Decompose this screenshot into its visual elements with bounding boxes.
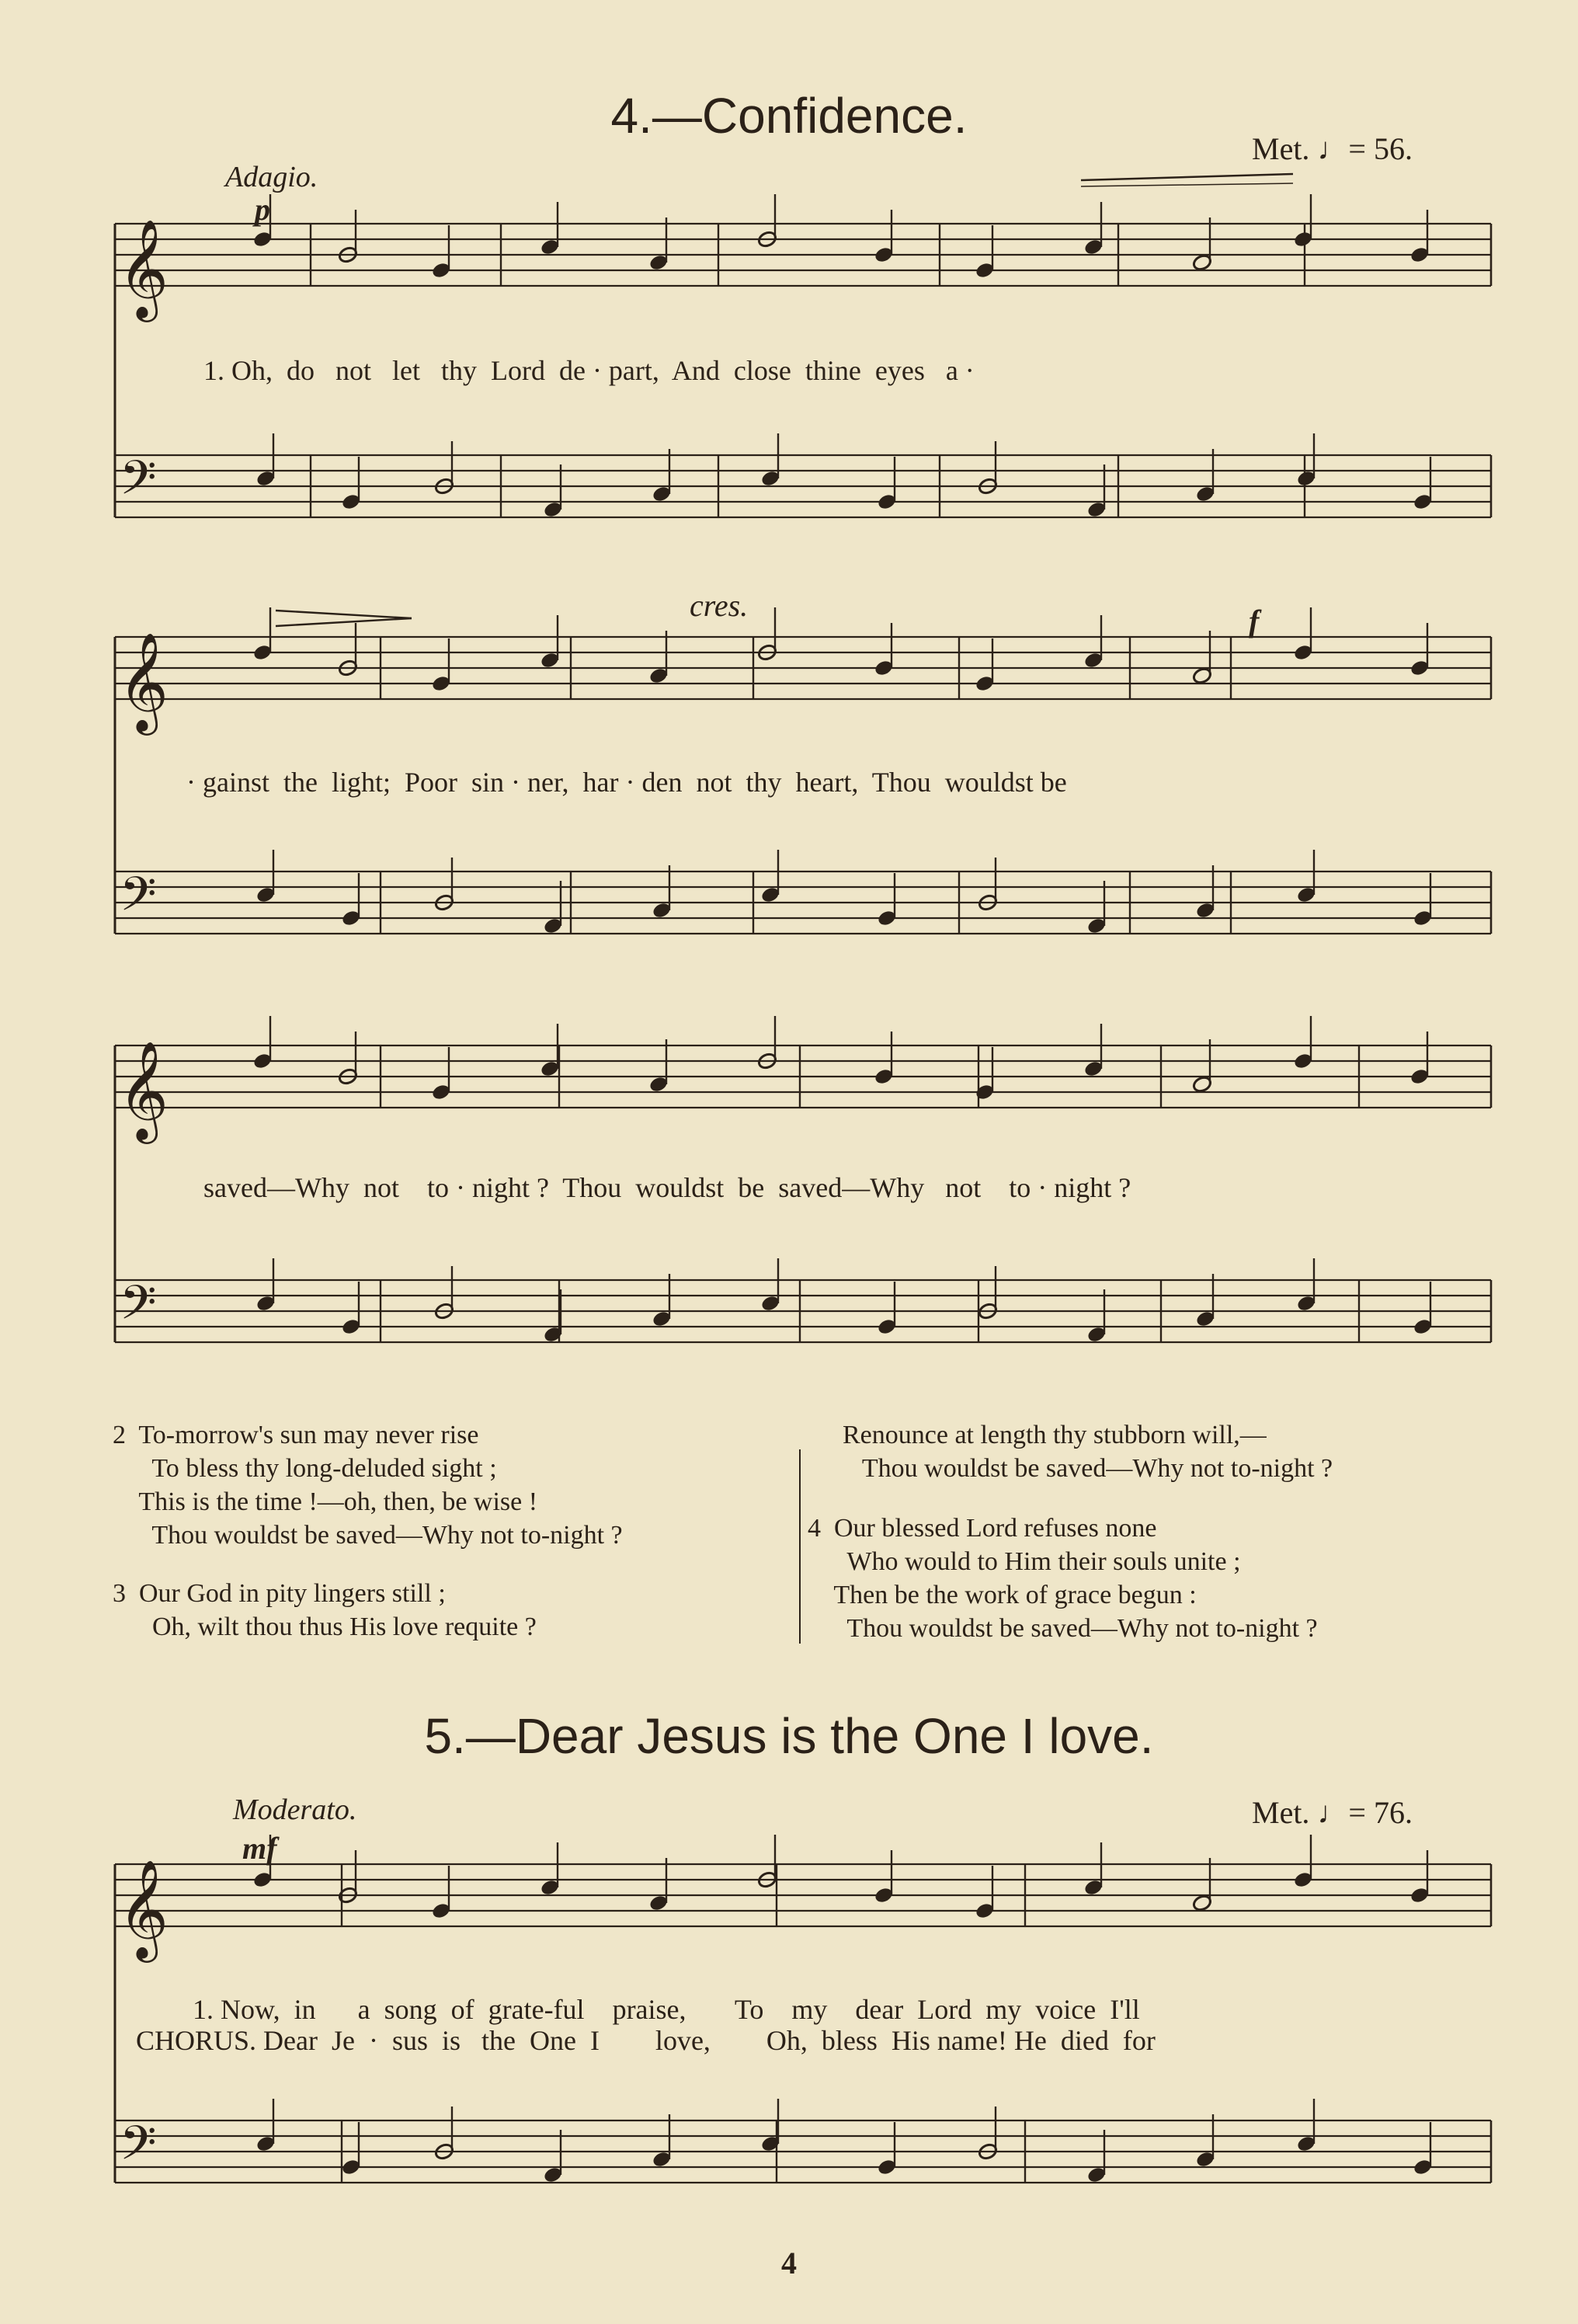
lyrics-line-2: · gainst the light; Poor sin · ner, har · den not thy heart, Thou wouldst be — [186, 767, 1067, 798]
metronome-mark-2: Met. ♩= 76. — [1252, 1795, 1413, 1830]
dynamic-f: f — [1249, 604, 1260, 638]
bass-clef: 𝄢 — [120, 1275, 157, 1342]
hymn-title-2: 5.—Dear Jesus is the One I love. — [424, 1708, 1154, 1764]
lyrics-verse-line: 1. Now, in a song of grate-ful praise, To my dear Lord my voice I'll — [193, 1994, 1140, 2025]
verse-4: 4 Our blessed Lord refuses none Who would to Him their souls unite ; Then be the work of grace begun : Thou wouldst be saved—Why not to-night ? — [808, 1514, 1318, 1643]
lyrics-line-3: saved—Why not to · night ? Thou wouldst be saved—Why not to · night ? — [203, 1172, 1131, 1203]
dynamic-cres: cres. — [690, 588, 749, 623]
lyrics-line-1: 1. Oh, do not let thy Lord de · part, And close thine eyes a · — [203, 355, 975, 386]
hymn-title: 4.—Confidence. — [610, 88, 968, 144]
verse-2: 2 To-morrow's sun may never rise To bless thy long-deluded sight ; This is the time !—oh, then, be wise ! Thou wouldst be saved—Why not to-night ? — [113, 1421, 623, 1550]
dynamic-mf: mf — [242, 1831, 277, 1866]
bass-clef: 𝄢 — [120, 2116, 157, 2183]
verse-3: 3 Our God in pity lingers still ; Oh, wilt thou thus His love requite ? — [113, 1579, 537, 1641]
lyrics-chorus-line: CHORUS. Dear Je · sus is the One I love, Oh, bless His name! He died for — [136, 2025, 1156, 2056]
treble-clef: 𝄞 — [118, 218, 169, 318]
bass-clef: 𝄢 — [120, 451, 157, 517]
treble-clef: 𝄞 — [118, 1859, 169, 1958]
metronome-mark: Met. ♩= 56. — [1252, 131, 1413, 166]
tempo-marking-2: Moderato. — [233, 1793, 357, 1826]
dynamic-p: p — [255, 192, 270, 227]
verse-2-ending: Renounce at length thy stubborn will,— Thou wouldst be saved—Why not to-night ? — [843, 1421, 1333, 1483]
treble-clef: 𝄞 — [118, 1040, 169, 1139]
bass-clef: 𝄢 — [120, 867, 157, 934]
treble-clef: 𝄞 — [118, 631, 169, 731]
page-number: 4 — [781, 2246, 797, 2281]
tempo-marking: Adagio. — [225, 161, 318, 193]
